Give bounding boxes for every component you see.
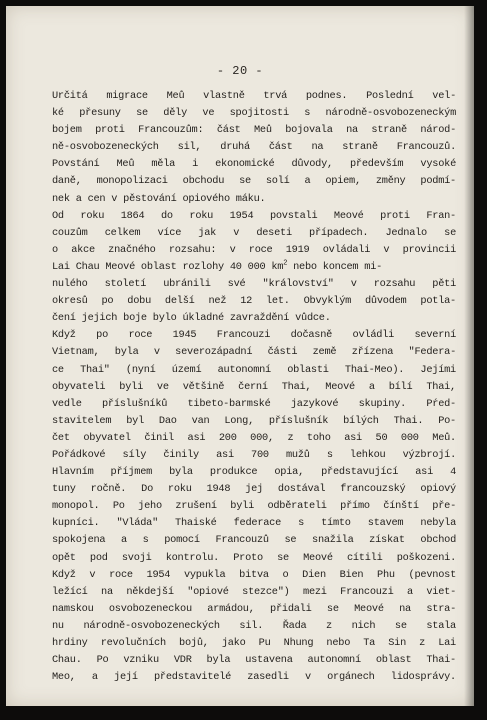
text-line: nu národně-osvobozeneckých sil. Řada z nich se stala [52, 619, 456, 632]
text-line: monopol. Po jeho zrušení byli odběrateli přímo čínští pře- [52, 500, 456, 513]
page-number: - 20 - [216, 64, 264, 78]
text-line: stavitelem byl Dao van Long, příslušník bílých Thai. Po- [52, 414, 456, 427]
text-line: Meo, a její představitelé zasedli v orgánech lidosprávy. [52, 671, 456, 684]
page [6, 6, 474, 706]
text-line: Povstání Meů měla i ekonomické důvody, především vysoké [52, 158, 456, 171]
text-line: Hlavním příjmem byla produkce opia, představující asi 4 [52, 466, 456, 479]
text-line: čet obyvatel činil asi 200 000, z toho asi 50 000 Meů. [52, 431, 456, 444]
text-line: čení jejich boje bylo úkladné zavraždění vůdce. [52, 312, 331, 325]
text-line: hrdiny revolučních bojů, jako Pu Nhung nebo Ta Sin z Lai [52, 637, 456, 649]
text-line: o akce značného rozsahu: v roce 1919 ovládali v provincii [52, 243, 456, 256]
text-line: Chau. Po vzniku VDR byla ustavena autonomní oblast Thai- [52, 654, 456, 667]
text-line: nulého století ubránili své "království" v rozsahu pěti [52, 278, 456, 291]
text-line: Vietnam, byla v severozápadní části země zřízena "Federa- [52, 346, 456, 359]
text-line: Od roku 1864 do roku 1954 povstali Meové proti Fran- [52, 209, 456, 222]
text-line: kupníci. "Vláda" Thaiské federace s tímto stavem nebyla [52, 517, 456, 530]
text-line: obyvateli byli ve většině černí Thai, Meové a bílí Thai, [52, 380, 456, 393]
text-line: ce Thai" (nyní území autonomní oblasti Thai-Meo). Jejími [52, 363, 456, 376]
text-line: namskou osvobozeneckou armádou, přidali se Meové na stra- [52, 602, 456, 615]
text-line: Určitá migrace Meů vlastně trvá podnes. Poslední vel- [52, 90, 456, 102]
text-line: vedle příslušníků tibeto-barmské jazykové skupiny. Pŕed- [52, 397, 456, 410]
text-line: ně-osvobozeneckých sil, druhá část na straně Francouzů. [52, 141, 456, 154]
text-line-with-superscript [52, 259, 456, 276]
text-line: bojem proti Francouzům: část Meů bojovala na straně národ- [52, 124, 456, 137]
text-line: nek a cen v pěstování opiového máku. [52, 192, 266, 205]
superscript: 2 [283, 259, 288, 268]
text-line-end: nebo koncem mi- [287, 260, 383, 273]
text-line: Když v roce 1954 vypukla bitva o Dien Bien Phu (pevnost [52, 568, 456, 581]
text-line: Když po roce 1945 Francouzi dočasně ovládli severní [52, 329, 456, 342]
text-line: okresů po dobu delší než 12 let. Obvyklým důvodem potla- [52, 295, 456, 308]
text-line: ležící na někdejší "opiové stezce") mezi Francouzi a viet- [52, 585, 456, 598]
text-line-start: Lai Chau Meové oblast rozlohy 40 000 km [52, 260, 284, 273]
text-line: tuny ročně. Do roku 1948 jej dostával francouzský opiový [52, 483, 456, 496]
body-text [52, 88, 456, 686]
text-line: Pořádkové síly činily asi 700 mužů s lehkou výzbrojí. [52, 448, 456, 461]
text-line: couzům celkem více jak v deseti případech. Jednalo se [52, 226, 456, 239]
text-line: daně, monopolizaci obchodu se solí a opiem, změny podmí- [52, 175, 456, 188]
page-edge-shadow [464, 6, 474, 706]
text-line: ké přesuny se děly ve spojitosti s národně-osvobozeneckým [52, 107, 456, 120]
text-line: opět pod svoji kontrolu. Proto se Meové cítili poškozeni. [52, 551, 456, 564]
text-line: spokojena a s pomocí Francouzů se snažila získat obchod [52, 534, 456, 547]
